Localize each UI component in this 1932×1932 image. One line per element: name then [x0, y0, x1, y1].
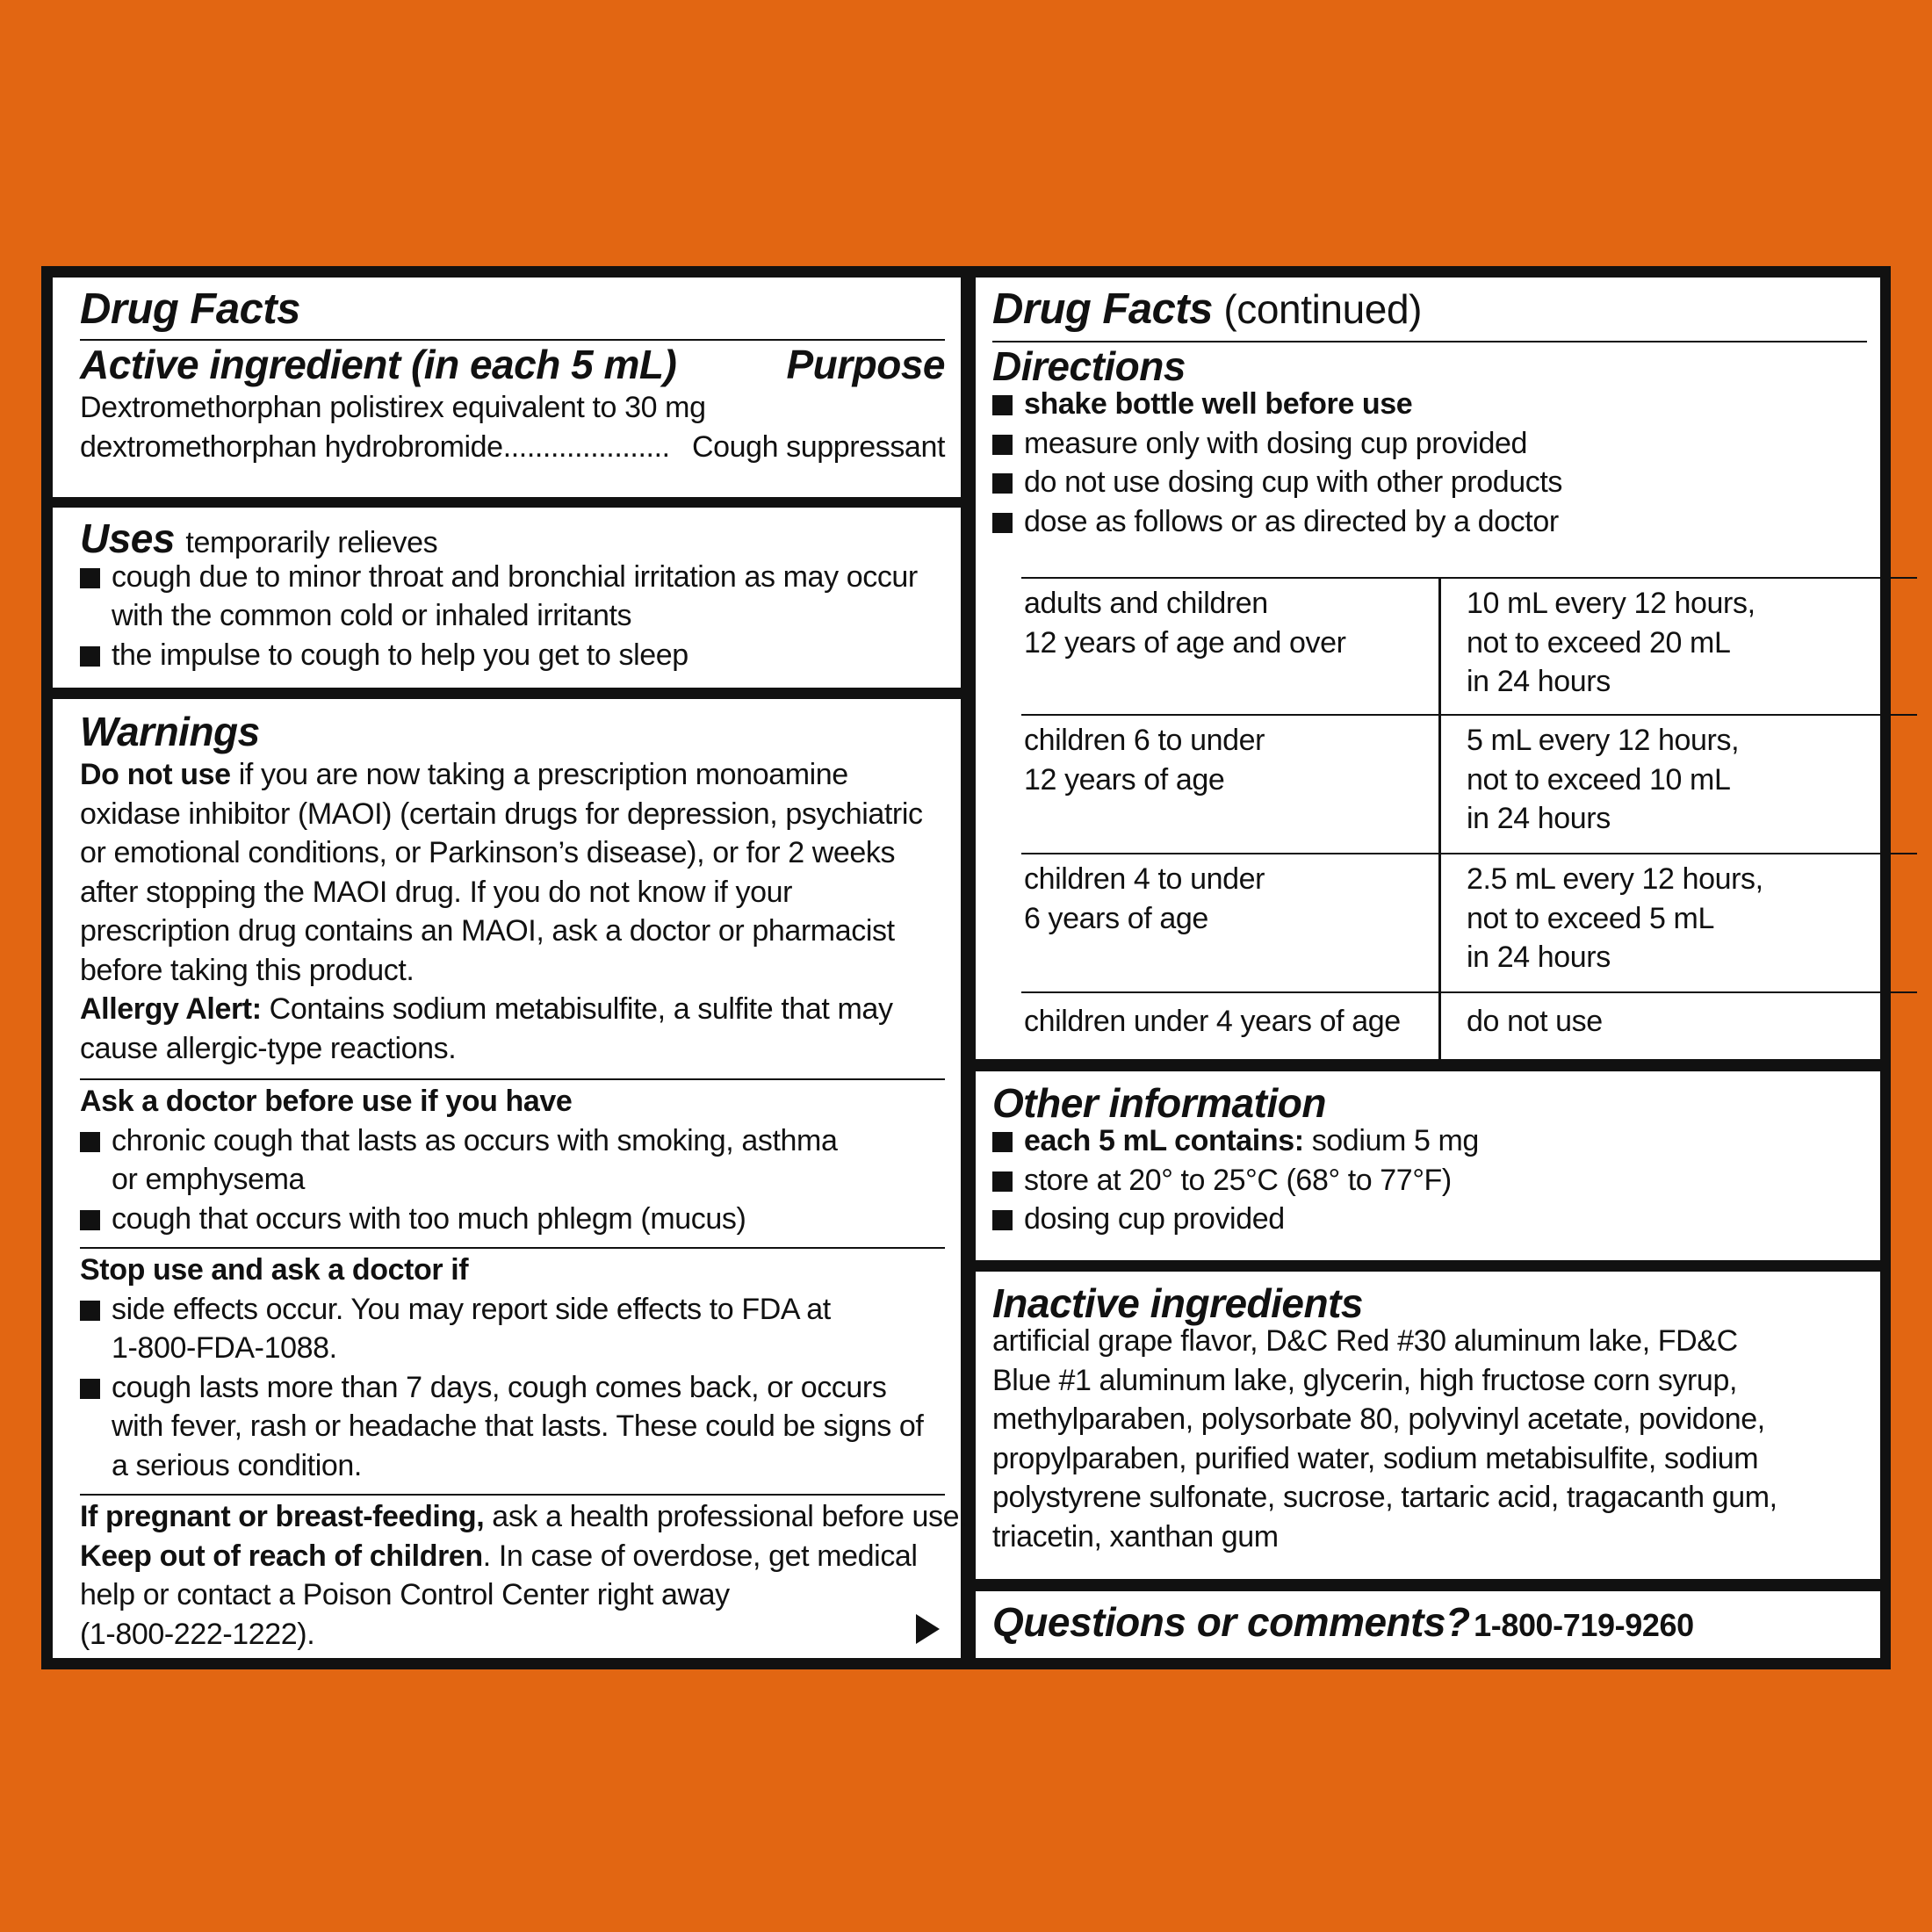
directions-item: shake bottle well before use [992, 385, 1864, 424]
continued-label: (continued) [1212, 286, 1423, 332]
keep-out-paragraph: Keep out of reach of children. In case of overdose, get medical help or contact a Poison Control Center right away (1-800-222-1222). [80, 1539, 918, 1651]
dosing-table [1021, 577, 1917, 1060]
questions-heading: Questions or comments? [992, 1599, 1470, 1645]
other-information-heading: Other information [992, 1080, 1326, 1126]
uses-item: cough due to minor throat and bronchial irritation as may occur with the common cold or inhaled irritants [80, 558, 945, 636]
do-not-use-paragraph: Do not use if you are now taking a prescription monoamine oxidase inhibitor (MAOI) (certain drugs for depression, psychiatric or emotional conditions, or Parkinson’s disease), or for 2 weeks after stopping the MAOI drug. If you do not know if your prescription drug contains an MAOI, ask a doctor or pharmacist before taking this product. [80, 758, 923, 987]
drug-facts-title: Drug Facts [80, 285, 300, 333]
stop-use-heading: Stop use and ask a doctor if [80, 1253, 469, 1287]
ask-doctor-heading: Ask a doctor before use if you have [80, 1085, 573, 1118]
other-info-item: store at 20° to 25°C (68° to 77°F) [992, 1161, 1864, 1200]
stop-use-item: side effects occur. You may report side effects to FDA at 1-800-FDA-1088. [80, 1290, 945, 1368]
allergy-alert-paragraph: Allergy Alert: Contains sodium metabisulfite, a sulfite that may cause allergic-type reactions. [80, 992, 893, 1065]
other-info-item: each 5 mL contains: sodium 5 mg [992, 1121, 1864, 1161]
purpose-value: Cough suppressant [691, 429, 945, 464]
inactive-ingredients-heading: Inactive ingredients [992, 1280, 1364, 1326]
other-information-section [976, 1071, 1880, 1260]
questions-section [976, 1591, 1880, 1658]
ask-doctor-item: chronic cough that lasts as occurs with smoking, asthma or emphysema [80, 1121, 945, 1200]
stop-use-item: cough lasts more than 7 days, cough comes back, or occurs with fever, rash or headache that lasts. These could be signs of a serious condition. [80, 1368, 945, 1486]
inactive-ingredients-section [976, 1272, 1880, 1579]
directions-item: do not use dosing cup with other products [992, 463, 1864, 502]
uses-section [53, 508, 961, 688]
ingredient-name: dextromethorphan hydrobromide [80, 429, 503, 464]
leader-dots: ..................... [502, 429, 670, 464]
keep-out-label: Keep out of reach of children [80, 1539, 483, 1573]
play-arrow-icon [916, 1614, 940, 1644]
directions-heading: Directions [992, 343, 1186, 389]
uses-intro: temporarily relieves [185, 526, 438, 559]
uses-heading: Uses [80, 515, 175, 561]
pregnant-label: If pregnant or breast-feeding, [80, 1500, 485, 1533]
active-ingredient-line: Dextromethorphan polistirex equivalent to 30 mg [80, 391, 706, 424]
warnings-heading: Warnings [80, 709, 260, 754]
table-row: adults and children 12 years of age and over 10 mL every 12 hours, not to exceed 20 mL in 24 hours [1021, 577, 1917, 716]
purpose-heading: Purpose [786, 342, 945, 387]
table-row: children under 4 years of age do not use [1021, 991, 1917, 1062]
other-info-item: dosing cup provided [992, 1200, 1864, 1239]
active-ingredient-purpose-row [80, 428, 945, 467]
directions-item: dose as follows or as directed by a doctor [992, 502, 1864, 542]
directions-item: measure only with dosing cup provided [992, 424, 1864, 464]
questions-phone: 1-800-719-9260 [1474, 1607, 1694, 1643]
pregnant-paragraph: If pregnant or breast-feeding, ask a health professional before use. [80, 1500, 968, 1533]
ask-doctor-item: cough that occurs with too much phlegm (mucus) [80, 1200, 945, 1239]
inactive-ingredients-list: artificial grape flavor, D&C Red #30 aluminum lake, FD&C Blue #1 aluminum lake, glycerin, high fructose corn syrup, methylparaben, polysorbate 80, polyvinyl acetate, povidone, propylparaben, purified water, sodium metabisulfite, sodium polystyrene sulfonate, sucrose, tartaric acid, tragacanth gum, triacetin, xanthan gum [992, 1324, 1777, 1554]
warnings-section [53, 699, 968, 1658]
table-row: children 6 to under 12 years of age 5 mL every 12 hours, not to exceed 10 mL in 24 hours [1021, 714, 1917, 854]
active-ingredient-section [53, 278, 961, 497]
allergy-alert-label: Allergy Alert: [80, 992, 262, 1026]
table-row: children 4 to under 6 years of age 2.5 mL every 12 hours, not to exceed 5 mL in 24 hours [1021, 853, 1917, 993]
drug-facts-continued-title: Drug Facts [992, 285, 1213, 333]
active-ingredient-heading: Active ingredient (in each 5 mL) [80, 342, 677, 387]
do-not-use-label: Do not use [80, 758, 231, 791]
uses-item: the impulse to cough to help you get to sleep [80, 636, 945, 675]
